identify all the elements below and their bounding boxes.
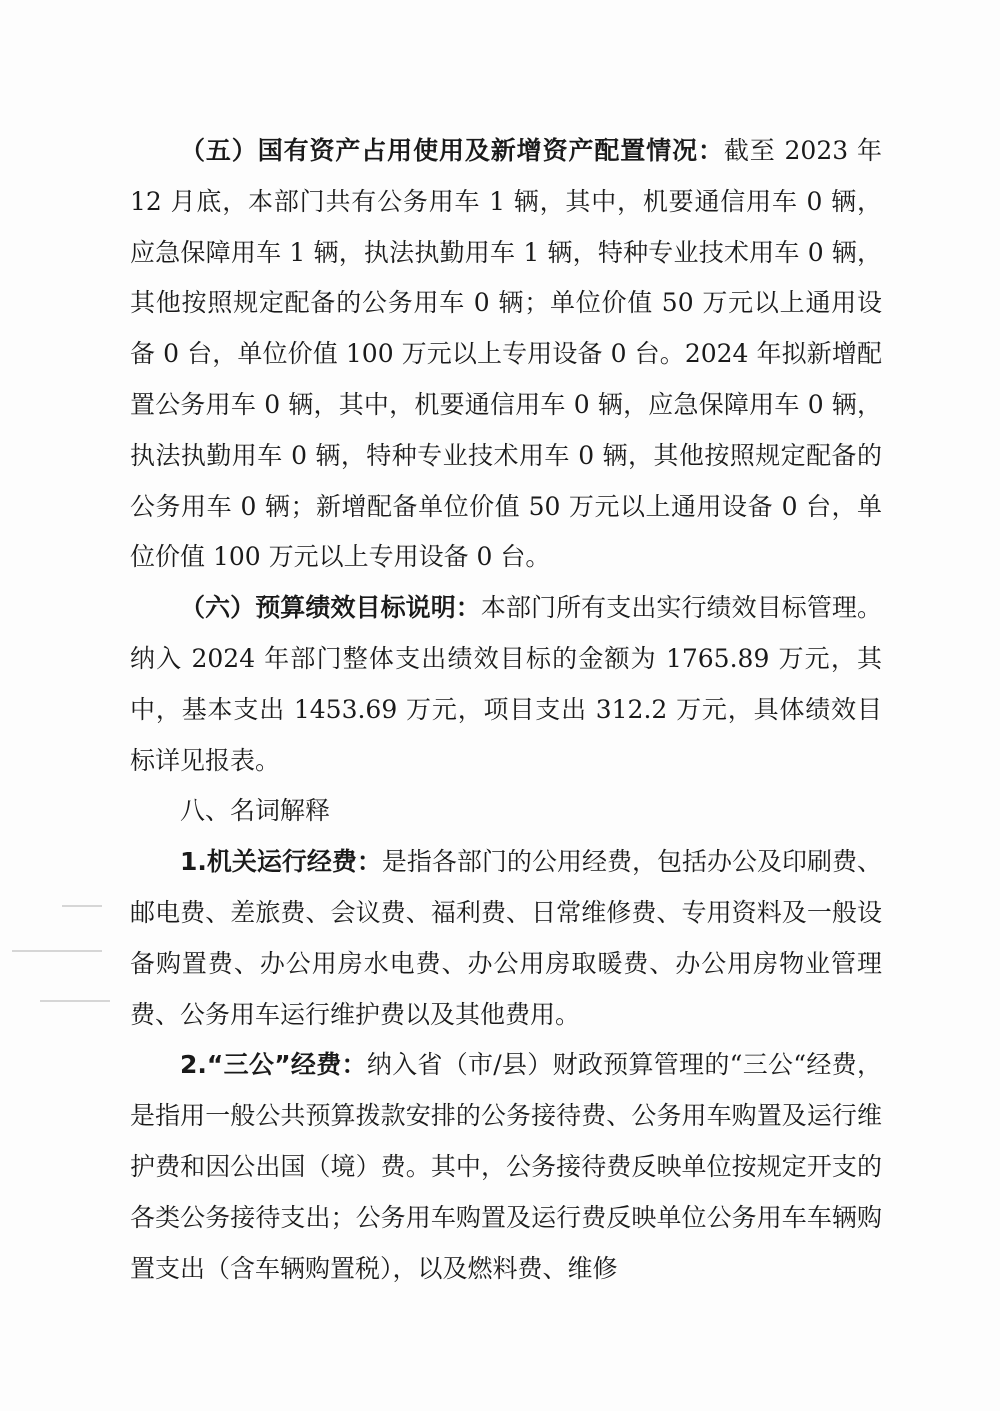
scan-artifact	[12, 950, 102, 952]
term-2-lead: 2.“三公”经费：	[180, 1050, 367, 1080]
section-5-text: 截至 2023 年 12 月底，本部门共有公务用车 1 辆，其中，机要通信用车 0 辆，应急保障用车 1 辆，执法执勤用车 1 辆，特种专业技术用车 0 辆，其他按照规定配备的公务用车 0 辆；单位价值 50 万元以上通用设备 0 台，单位价值 100 万元以上专用设备 0 台。2024 年拟新增配置公务用车 0 辆，其中，机要通信用车 0 辆，应急保障用车 0 辆，执法执勤用车 0 辆，特种专业技术用车 0 辆，其他按照规定配备的公务用车 0 辆；新增配备单位价值 50 万元以上通用设备 0 台，单位价值 100 万元以上专用设备 0 台。	[130, 136, 882, 572]
term-1-lead: 1.机关运行经费：	[180, 847, 382, 877]
scan-artifact	[62, 905, 102, 907]
term-2-paragraph	[130, 1040, 882, 1294]
section-6-lead: （六）预算绩效目标说明：	[180, 593, 481, 623]
term-2-text: 纳入省（市/县）财政预算管理的“三公“经费，是指用一般公共预算拨款安排的公务接待费、公务用车购置及运行维护费和因公出国（境）费。其中，公务接待费反映单位按规定开支的各类公务接待支出；公务用车购置及运行费反映单位公务用车车辆购置支出（含车辆购置税），以及燃料费、维修	[130, 1050, 882, 1283]
section-6-paragraph	[130, 583, 882, 786]
term-1-paragraph	[130, 837, 882, 1040]
term-1-text: 是指各部门的公用经费，包括办公及印刷费、邮电费、差旅费、会议费、福利费、日常维修费、专用资料及一般设备购置费、办公用房水电费、办公用房取暖费、办公用房物业管理费、公务用车运行维护费以及其他费用。	[130, 847, 882, 1029]
section-6-text: 本部门所有支出实行绩效目标管理。纳入 2024 年部门整体支出绩效目标的金额为 1765.89 万元，其中，基本支出 1453.69 万元，项目支出 312.2 万元，具体绩效目标详见报表。	[130, 593, 882, 775]
section-5-paragraph	[130, 126, 882, 583]
chapter-8-heading: 八、名词解释	[180, 796, 331, 826]
document-body	[130, 126, 882, 1294]
section-5-lead: （五）国有资产占用使用及新增资产配置情况：	[180, 136, 724, 165]
scan-artifact	[40, 1000, 110, 1002]
